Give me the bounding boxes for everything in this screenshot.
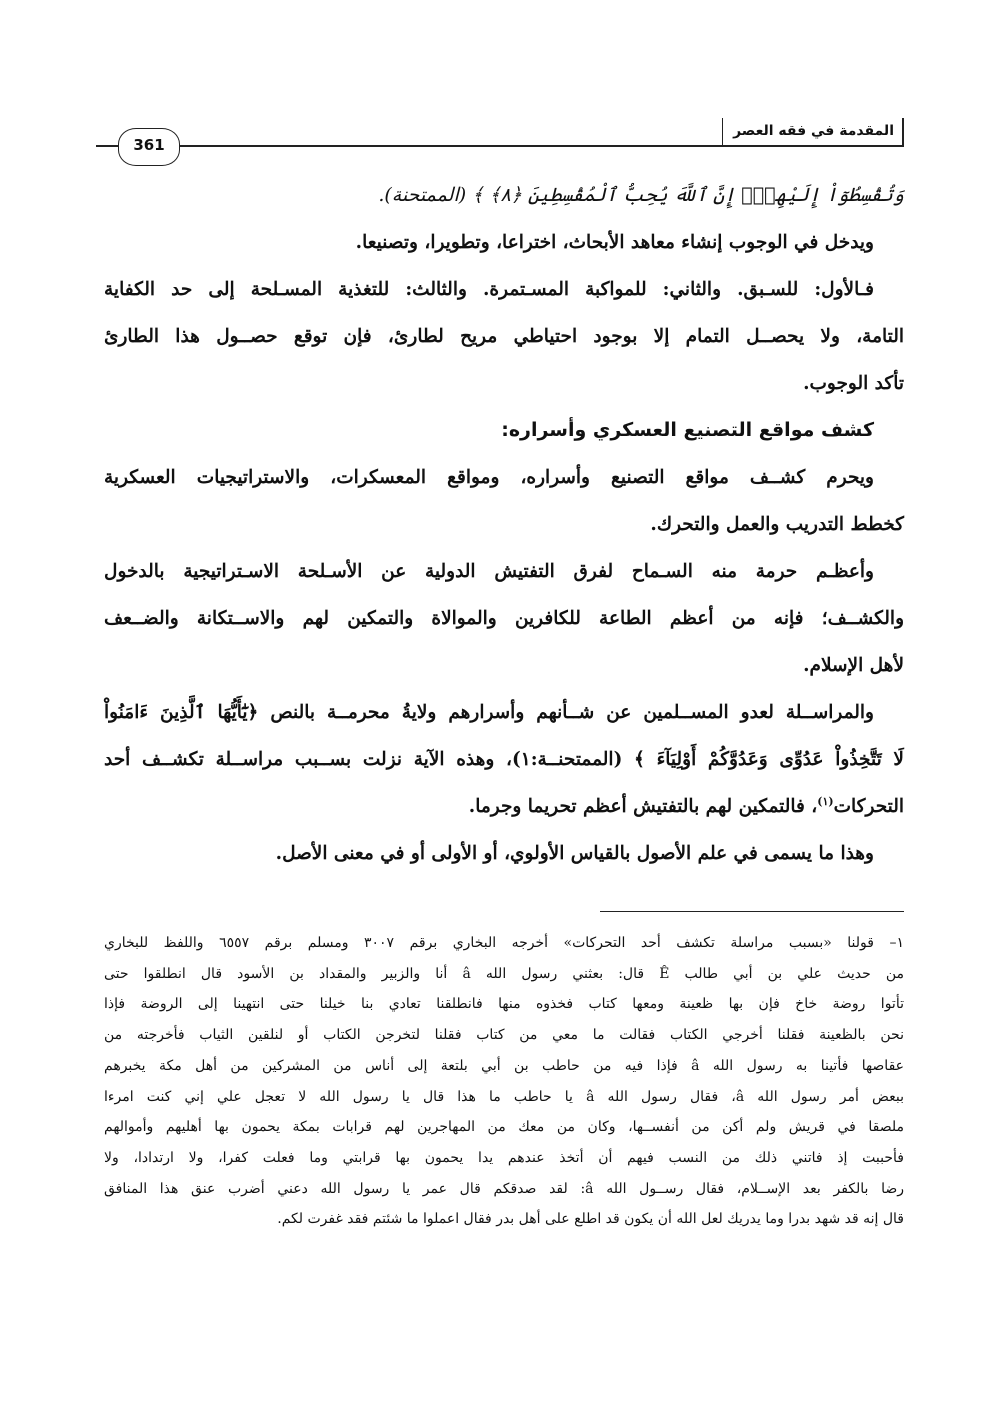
paragraph-line: كخطط التدريب والعمل والتحرك. <box>650 514 904 535</box>
paragraph-line: والكشــف؛ فإنه من أعظم الطاعة للكافرين والموالاة والتمكين لهم والاســتكانة والضــعف <box>104 608 904 629</box>
paragraph-line: فـالأول: للسـبق. والثاني: للمواكبة المسـتمرة. والثالث: للتغذية المسـلحة إلى حد الكفاية <box>104 279 874 300</box>
footnote-line: تأتوا روضة خاخ فإن بها ظعينة ومعها كتاب فخذوه منها فانطلقنا تعادي بنا خيلنا حتى انتهينا إلى الروضة فإذا <box>104 996 904 1013</box>
paragraph-line: لَا تَتَّخِذُواْ عَدُوِّى وَعَدُوَّكُمْ أَوْلِيَآءَ ﴾ (الممتحنــة:١)، وهذه الآية نزلت بســبب مراســلة تكشــف أحد <box>104 749 904 770</box>
footnote-reference[interactable]: (١) <box>817 794 834 808</box>
paragraph-line: ويحرم كشــف مواقع التصنيع وأسراره، ومواقع المعسكرات، والاستراتيجيات العسكرية <box>104 467 874 488</box>
paragraph-line: تأكد الوجوب. <box>803 373 904 394</box>
footnote-line: ملصقا في قريش ولم أكن من أنفســها، وكان من معك من المهاجرين لهم قرابات بمكة يحمون بها أهليهم وأموالهم <box>104 1119 904 1136</box>
footnote-line: عقاصها فأتينا به رسول الله â فإذا فيه من حاطب بن أبي بلتعة إلى أناس من المشركين من أهل مكة يخبرهم <box>104 1057 904 1074</box>
quran-verse-line: وَتُقْسِطُوٓاْ إِلَيْهِمْۚ إِنَّ ٱللَّهَ يُحِبُّ ٱلْمُقْسِطِينَ ﴿٨﴾ ﴾ (الممتحنة). <box>378 184 904 206</box>
running-header <box>96 118 904 154</box>
book-title: المقدمة في فقه العصر <box>722 118 904 145</box>
paragraph-line: وأعظـم حرمة منه السـماح لفرق التفتيش الدولية عن الأسـلحة الاسـتراتيجية بالدخول <box>104 561 874 582</box>
footnote-line: قال إنه قد شهد بدرا وما يدريك لعل الله أن يكون قد اطلع على أهل بدر فقال اعملوا ما شئتم فقد غفرت لكم. <box>277 1211 904 1228</box>
paragraph-line: وهذا ما يسمى في علم الأصول بالقياس الأولوي، أو الأولى أو في معنى الأصل. <box>275 843 874 864</box>
footnote-line: ببعض أمر رسول الله â، فقال رسول الله â يا حاطب ما هذا قال يا رسول الله لا تعجل علي إني كنت امرءا <box>104 1088 904 1105</box>
footnote-separator <box>600 911 904 912</box>
paragraph-line: التامة، ولا يحصــل التمام إلا بوجود احتياطي مريح لطارئ، فإن توقع حصــول هذا الطارئ <box>104 326 904 347</box>
main-text <box>104 172 904 877</box>
footnote-line: نحن بالظعينة فقلنا أخرجي الكتاب فقالت ما معي من كتاب فقلنا لتخرجن الكتاب أو لنلقين الثياب فأخرجته من <box>104 1027 904 1044</box>
paragraph-line: والمراســلة لعدو المســلمين عن شــأنهم وأسرارهم ولايةُ محرمــة بالنص ﴿يَٰٓأَيُّهَا ٱلَّذِينَ ءَامَنُواْ <box>104 702 874 723</box>
footnote-line: فأحببت إذ فاتني ذلك من النسب فيهم أن أتخذ عندهم يدا يحمون بها قرابتي وما فعلت كفرا، ولا ارتدادا، ولا <box>104 1149 904 1166</box>
footnote-line: من حديث علي بن أبي طالب Ê قال: بعثني رسول الله â أنا والزبير والمقداد بن الأسود قال انطلقوا حتى <box>104 965 904 982</box>
footnote-block <box>104 928 904 1235</box>
page-number: 361 <box>118 128 180 166</box>
footnote-line: رضا بالكفر بعد الإســلام، فقال رســول الله â: لقد صدقكم قال عمر يا رسول الله دعني أضرب عنق هذا المنافق <box>104 1180 905 1197</box>
text-segment: ، فالتمكين لهم بالتفتيش أعظم تحريما وجرما. <box>468 796 818 817</box>
section-heading: كشف مواقع التصنيع العسكري وأسراره: <box>501 419 874 441</box>
paragraph-line: لأهل الإسلام. <box>803 655 904 676</box>
footnote-line: ١– قولنا «بسبب مراسلة تكشف أحد التحركات» أخرجه البخاري برقم ٣٠٠٧ ومسلم برقم ٦٥٥٧ واللفظ للبخاري <box>104 935 905 951</box>
header-rule <box>96 145 904 147</box>
text-segment: التحركات <box>833 796 904 817</box>
paragraph-line <box>104 783 904 830</box>
paragraph-line: ويدخل في الوجوب إنشاء معاهد الأبحاث، اختراعا، وتطويرا، وتصنيعا. <box>355 232 874 253</box>
